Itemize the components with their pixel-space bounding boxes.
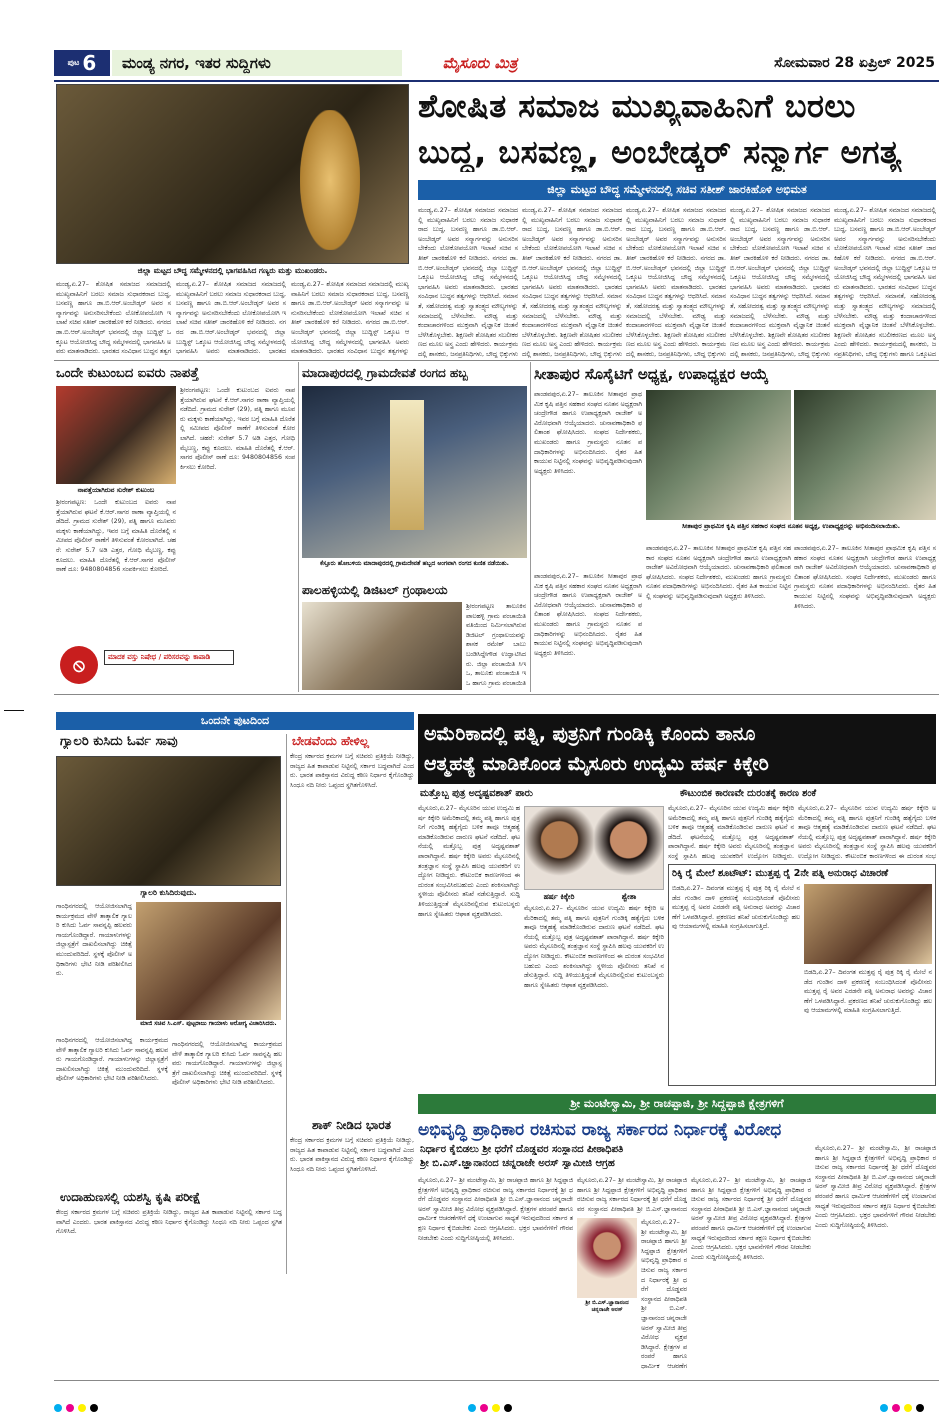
lead-body-col2: ಮಂಡ್ಯ,ಏ.27– ಶೋಷಿತ ಸಮಾಜದ ಸಮಾಜದಲ್ಲಿ ಮುಖ್ಯವಾಹಿನಿಗೆ ಬರಲು ಸಮಾಜ ಸುಧಾರಕರಾದ ಬುದ್ಧ, ಬಸವಣ್ಣ ಹಾಗೂ ಡಾ.ಬಿ.ಆರ್.ಅಂಬೇಡ್ಕರ್ ಅವರ ಸನ್ಮಾರ್ಗವನ್ನು ಅನುಸರಿಸಬೇಕೆಂದು ಲೋಕೋಪಯೋಗಿ ಇಲಾಖೆ ಸಚಿವ ಸತೀಶ್ ಜಾರಕಿಹೊಳಿ ಕರೆ ನೀಡಿದರು. ನಗರದ ಡಾ.ಬಿ.ಆರ್.ಅಂಬೇಡ್ಕರ್ ಭವನದಲ್ಲಿ ಜಿಲ್ಲಾ ಬುದ್ಧಿಸ್ಟ್ ಒಕ್ಕೂಟ ಆಯೋಜಿಸಿದ್ದ ಬೌದ್ಧ ಸಮ್ಮೇಳನದಲ್ಲಿ ಭಾಗವಹಿಸಿ ಅವರು ಮಾತನಾಡಿದರು. ಭಾರತದ [176,281,286,356]
harsha-body-col3: ಮೈಸೂರು,ಏ.27– ಮೈಸೂರಿನ ಯುವ ಉದ್ಯಮಿ ಹರ್ಷ ಕಿಕ್ಕೇರಿ ಅಮೆರಿಕಾದಲ್ಲಿ ತಮ್ಮ ಪತ್ನಿ ಹಾಗೂ ಪುತ್ರನಿಗೆ ಗುಂಡಿಕ್ಕಿ ಹತ್ಯೆಗೈದು ಬಳಿಕ ತಾವೂ ಆತ್ಮಹತ್ಯೆ ಮಾಡಿಕೊಂಡಿರುವ ದಾರುಣ ಘಟನೆ ನಡೆದಿದೆ. ಘಟನೆಯಲ್ಲಿ ಮತ್ತೊಬ್ಬ ಪುತ್ರ ಅದೃಷ್ಟವಶಾತ್ ಪಾರಾಗಿದ್ದಾನೆ. ಹರ್ಷ ಕಿಕ್ಕೇರಿ ಅವರು ಮೈಸೂರಿನಲ್ಲಿ ತಂತ್ರಜ್ಞಾನ ಸಂಸ್ಥೆ ಸ್ಥಾಪಿಸಿ ಹಲವು ಯುವಕರಿಗೆ ಉದ್ಯೋಗ ನೀಡಿದ್ದರು. [668,805,794,860]
harsha-caption: ಹರ್ಷ ಕಿಕ್ಕೇರಿ [543,892,575,901]
shock-body: ಕೇಂದ್ರ ಸರ್ಕಾರದ ಕ್ರಮಗಳ ಬಗ್ಗೆ ಸಚಿವರು ಪ್ರತಿಕ್ರಿಯೆ ನೀಡಿದ್ದು, ರಾಜ್ಯದ ಹಿತ ಕಾಪಾಡುವ ನಿಟ್ಟಿನಲ್ಲಿ ಸರ್ಕಾರ ಬದ್ಧವಾಗಿದೆ ಎಂದರು. ಭಾರತ ಪಾಕಿಸ್ತಾನದ ವಿರುದ್ಧ ಕಠಿಣ ನಿರ್ಧಾರ ಕೈಗೊಂಡಿದ್ದು ಸಿಂಧೂ ನದಿ ನೀರು ಒಪ್ಪಂದ ಸ್ಥಗಿತಗೊಳಿಸಿದೆ. [290,1137,414,1173]
library-headline: ಪಾಲಹಳ್ಳಿಯಲ್ಲಿ ಡಿಜಿಟಲ್ ಗ್ರಂಥಾಲಯ [302,582,448,597]
page-number-box [54,50,110,76]
registration-dot [78,1404,86,1412]
gallery-body-col3: ಗಾಂಧಿನಗರದಲ್ಲಿ ಆಯೋಜಿಸಲಾಗಿದ್ದ ಕಾರ್ಯಕ್ರಮದ ವೇಳೆ ತಾತ್ಕಾಲಿಕ ಗ್ಯಾಲರಿ ಕುಸಿದು ಓರ್ವ ಸಾವನ್ನಪ್ಪಿ ಹಲವರು ಗಾಯಗೊಂಡಿದ್ದಾರೆ. ಗಾಯಾಳುಗಳನ್ನು ಜಿಲ್ಲಾಸ್ಪತ್ರೆಗೆ ದಾಖಲಿಸಲಾಗಿದ್ದು ಚಿಕಿತ್ಸೆ ಮುಂದುವರಿದಿದೆ. ಸ್ಥಳಕ್ಕೆ ಪೊಲೀಸ್ ಅಧಿಕಾರಿಗಳು ಭೇಟಿ ನೀಡಿ ಪರಿಶೀಲಿಸಿದರು. [172,1041,282,1087]
registration-dot [916,1404,924,1412]
buddha-statue-icon [300,110,360,250]
rikki-body-col2: ಬಿಡದಿ,ಏ.27– ದಿವಂಗತ ಮುತ್ತಪ್ಪ ರೈ ಪುತ್ರ ರಿಕ್ಕಿ ರೈ ಮೇಲೆ ನಡೆದ ಗುಂಡಿನ ದಾಳಿ ಪ್ರಕರಣಕ್ಕೆ ಸಂಬಂಧಿಸಿದಂತೆ ಪೊಲೀಸರು ಮುತ್ತಪ್ಪ ರೈ ಅವರ ಎರಡನೇ ಪತ್ನಿ ಅನುರಾಧ ಅವರನ್ನು ವಿಚಾರಣೆಗೆ ಒಳಪಡಿಸಿದ್ದಾರೆ. ಪ್ರಕರಣದ ತನಿಖೆ ಚುರುಕುಗೊಂಡಿದ್ದು ಹಲವು ಆಯಾಮಗಳಲ್ಲಿ ಮಾಹಿತಿ ಸಂಗ್ರಹಿಸಲಾಗುತ್ತಿದೆ. [804,969,932,1015]
library-photo [302,602,462,690]
gallery-body-col2: ಗಾಂಧಿನಗರದಲ್ಲಿ ಆಯೋಜಿಸಲಾಗಿದ್ದ ಕಾರ್ಯಕ್ರಮದ ವೇಳೆ ತಾತ್ಕಾಲಿಕ ಗ್ಯಾಲರಿ ಕುಸಿದು ಓರ್ವ ಸಾವನ್ನಪ್ಪಿ ಹಲವರು ಗಾಯಗೊಂಡಿದ್ದಾರೆ. ಗಾಯಾಳುಗಳನ್ನು ಜಿಲ್ಲಾಸ್ಪತ್ರೆಗೆ ದಾಖಲಿಸಲಾಗಿದ್ದು ಚಿಕಿತ್ಸೆ ಮುಂದುವರಿದಿದೆ. ಸ್ಥಳಕ್ಕೆ ಪೊಲೀಸ್ ಅಧಿಕಾರಿಗಳು ಭೇಟಿ ನೀಡಿ ಪರಿಶೀಲಿಸಿದರು. [56,1037,168,1083]
temple-headline: ಮಾದಾಪುರದಲ್ಲಿ ಗ್ರಾಮದೇವತೆ ರಂಗದ ಹಬ್ಬ [302,365,468,380]
column-rule [530,362,531,692]
rikki-body-col1: ಬಿಡದಿ,ಏ.27– ದಿವಂಗತ ಮುತ್ತಪ್ಪ ರೈ ಪುತ್ರ ರಿಕ್ಕಿ ರೈ ಮೇಲೆ ನಡೆದ ಗುಂಡಿನ ದಾಳಿ ಪ್ರಕರಣಕ್ಕೆ ಸಂಬಂಧಿಸಿದಂತೆ ಪೊಲೀಸರು ಮುತ್ತಪ್ಪ ರೈ ಅವರ ಎರಡನೇ ಪತ್ನಿ ಅನುರಾಧ ಅವರನ್ನು ವಿಚಾರಣೆಗೆ ಒಳಪಡಿಸಿದ್ದಾರೆ. ಪ್ರಕರಣದ ತನಿಖೆ ಚುರುಕುಗೊಂಡಿದ್ದು ಹಲವು ಆಯಾಮಗಳಲ್ಲಿ ಮಾಹಿತಿ ಸಂಗ್ರಹಿಸಲಾಗುತ್ತಿದೆ. [672,885,800,931]
harsha-body-col1: ಮೈಸೂರು,ಏ.27– ಮೈಸೂರಿನ ಯುವ ಉದ್ಯಮಿ ಹರ್ಷ ಕಿಕ್ಕೇರಿ ಅಮೆರಿಕಾದಲ್ಲಿ ತಮ್ಮ ಪತ್ನಿ ಹಾಗೂ ಪುತ್ರನಿಗೆ ಗುಂಡಿಕ್ಕಿ ಹತ್ಯೆಗೈದು ಬಳಿಕ ತಾವೂ ಆತ್ಮಹತ್ಯೆ ಮಾಡಿಕೊಂಡಿರುವ ದಾರುಣ ಘಟನೆ ನಡೆದಿದೆ. ಘಟನೆಯಲ್ಲಿ ಮತ್ತೊಬ್ಬ ಪುತ್ರ ಅದೃಷ್ಟವಶಾತ್ ಪಾರಾಗಿದ್ದಾನೆ. ಹರ್ಷ ಕಿಕ್ಕೇರಿ ಅವರು ಮೈಸೂರಿನಲ್ಲಿ ತಂತ್ರಜ್ಞಾನ ಸಂಸ್ಥೆ ಸ್ಥಾಪಿಸಿ ಹಲವು ಯುವಕರಿಗೆ ಉದ್ಯೋಗ ನೀಡಿದ್ದರು. ಕೌಟುಂಬಿಕ ಕಾರಣಗಳಿಂದ ಈ ದುರಂತ ಸಂಭವಿಸಿರಬಹುದು ಎಂದು ಶಂಕಿಸಲಾಗಿದ್ದು ಸ್ಥಳೀಯ ಪೊಲೀಸರು ತನಿಖೆ ನಡೆಸುತ್ತಿದ್ದಾರೆ. ಸುದ್ದಿ ತಿಳಿಯುತ್ತಿದ್ದಂತೆ ಮೈಸೂರಿನಲ್ಲಿರುವ ಕುಟುಂಬಸ್ಥರು ಹಾಗೂ ಸ್ನೇಹಿತರು ಆಘಾತ ವ್ಯಕ್ತಪಡಿಸಿದರು. [418,805,520,918]
society-photo-2 [794,390,936,520]
temples-body-col3: ಮೈಸೂರು,ಏ.27– ಶ್ರೀ ಮಂಟೇಸ್ವಾಮಿ, ಶ್ರೀ ರಾಚಪ್ಪಾಜಿ ಹಾಗೂ ಶ್ರೀ ಸಿದ್ದಪ್ಪಾಜಿ ಕ್ಷೇತ್ರಗಳಿಗೆ ಅಭಿವೃದ್ಧಿ ಪ್ರಾಧಿಕಾರ ರಚಿಸುವ ರಾಜ್ಯ ಸರ್ಕಾರದ ನಿರ್ಧಾರಕ್ಕೆ ಶ್ರೀ ಧರೆಗೆ ದೊಡ್ಡವರ ಸಂಸ್ಥಾನದ ಪೀಠಾಧಿಪತಿ ಶ್ರೀ ಬಿ.ಎಸ್.ಜ್ಞಾನಾನಂದ ಚನ್ನರಾಜೇ ಅರಸ್ ಸ್ವಾಮೀಜಿ ತೀವ್ರ ವಿರೋಧ ವ್ಯಕ್ತಪಡಿಸಿದ್ದಾರೆ. ಕ್ಷೇತ್ರಗಳ ಪರಂಪರೆ ಹಾಗೂ ಧಾರ್ಮಿಕ ಆಚರಣೆಗಳಿಗೆ ಧಕ್ಕೆ ಉಂಟಾಗುವ ಸಾಧ್ಯತೆ ಇರುವುದರಿಂದ ಸರ್ಕಾರ ತಕ್ಷಣ ನಿರ್ಧಾರ ಕೈಬಿಡಬೇಕು ಎಂದು ಆಗ್ರಹಿಸಿದರು. ಭಕ್ತರ ಭಾವನೆಗಳಿಗೆ ಗೌರವ ನೀಡಬೇಕು ಎಂದು ಸುದ್ದಿಗೋಷ್ಠಿಯಲ್ಲಿ ತಿಳಿಸಿದರು. [691,1177,811,1261]
exam-headline: ಉದಾಹುಣಸಲ್ಲಿ ಯಶಸ್ವಿ ಕೃಷಿ ಪರೀಕ್ಷೆ [60,1190,201,1204]
hospital-caption: ಮಾಜಿ ಸಚಿವ ಸಿ.ಎಸ್. ಪುಟ್ಟರಾಜು ಗಾಯಾಳು ಆರೋಗ್ಯ ವಿಚಾರಿಸಿದರು. [140,1020,277,1027]
rikki-headline: ರಿಕ್ಕಿ ರೈ ಮೇಲೆ ಶೂಟೌಟ್: ಮುತ್ತಪ್ಪ ರೈ 2ನೇ ಪತ್ನಿ ಅನುರಾಧ ವಿಚಾರಣೆ [672,868,889,879]
registration-dot [504,1404,512,1412]
harsha-headline-line1: ಅಮೆರಿಕಾದಲ್ಲಿ ಪತ್ನಿ, ಪುತ್ರನಿಗೆ ಗುಂಡಿಕ್ಕಿ ಕೊಂದು ತಾನೂ [424,723,756,745]
header-rule [54,80,939,82]
lead-headline-line2: ಬುದ್ಧ, ಬಸವಣ್ಣ, ಅಂಬೇಡ್ಕರ್ ಸನ್ಮಾರ್ಗ ಅಗತ್ಯ [418,133,902,171]
registration-dot [54,1404,62,1412]
shock-headline: ಶಾಕ್ ನೀಡಿದ ಭಾರತ [312,1118,392,1132]
registration-dot [480,1404,488,1412]
lead-body-col3: ಮಂಡ್ಯ,ಏ.27– ಶೋಷಿತ ಸಮಾಜದ ಸಮಾಜದಲ್ಲಿ ಮುಖ್ಯವಾಹಿನಿಗೆ ಬರಲು ಸಮಾಜ ಸುಧಾರಕರಾದ ಬುದ್ಧ, ಬಸವಣ್ಣ ಹಾಗೂ ಡಾ.ಬಿ.ಆರ್.ಅಂಬೇಡ್ಕರ್ ಅವರ ಸನ್ಮಾರ್ಗವನ್ನು ಅನುಸರಿಸಬೇಕೆಂದು ಲೋಕೋಪಯೋಗಿ ಇಲಾಖೆ ಸಚಿವ ಸತೀಶ್ ಜಾರಕಿಹೊಳಿ ಕರೆ ನೀಡಿದರು. ನಗರದ ಡಾ.ಬಿ.ಆರ್.ಅಂಬೇಡ್ಕರ್ ಭವನದಲ್ಲಿ ಜಿಲ್ಲಾ ಬುದ್ಧಿಸ್ಟ್ ಒಕ್ಕೂಟ ಆಯೋಜಿಸಿದ್ದ ಬೌದ್ಧ ಸಮ್ಮೇಳನದಲ್ಲಿ ಭಾಗವಹಿಸಿ ಅವರು ಮಾತನಾಡಿದರು. ಭಾರತದ ಸಂವಿಧಾನ ಬುದ್ಧನ ತತ್ವಗಳನ್ನು [291,281,409,356]
masthead-brand: ಮೈಸೂರು ಮಿತ್ರ [442,54,518,72]
section-title: ಮಂಡ್ಯ ನಗರ, ಇತರ ಸುದ್ದಿಗಳು [112,50,402,76]
society-body-col3: ಪಾಂಡವಪುರ,ಏ.27– ತಾಲೂಕಿನ ಸೀತಾಪುರ ಪ್ರಾಥಮಿಕ ಕೃಷಿ ಪತ್ತಿನ ಸಹಕಾರ ಸಂಘದ ನೂತನ ಅಧ್ಯಕ್ಷರಾಗಿ ಚಂದ್ರೇಗೌಡ ಹಾಗೂ ಉಪಾಧ್ಯಕ್ಷರಾಗಿ ರಾಜೇಶ್ ಅವಿರೋಧವಾಗಿ ಆಯ್ಕೆಯಾದರು. ಚುನಾವಣಾಧಿಕಾರಿ ಫಲಿತಾಂಶ ಘೋಷಿಸಿದರು. ಸಂಘದ ನಿರ್ದೇಶಕರು, ಮುಖಂಡರು ಹಾಗೂ ಗ್ರಾಮಸ್ಥರು ನೂತನ ಪದಾಧಿಕಾರಿಗಳನ್ನು ಅಭಿನಂದಿಸಿದರು. ರೈತರ ಹಿತ ಕಾಯುವ ನಿಟ್ಟಿನಲ್ಲಿ ಸಂಘವನ್ನು ಅಭಿವೃದ್ಧಿಪಡಿಸುವುದಾಗಿ ಅಧ್ಯಕ್ಷರು ತಿಳಿಸಿದರು. [646,545,791,600]
gallery-caption: ಗ್ಯಾಲರಿ ಕುಸಿದಿರುವುದು. [140,888,197,897]
temple-caption: ಕೆಸ್ತೂರು ಹೋಬಳಿಯ ಮಾದಾಪುರದಲ್ಲಿ ಗ್ರಾಮದೇವತೆ ಹಬ್ಬದ ಅಂಗವಾಗಿ ರಂಗದ ಕುಣಿತ ನಡೆಯಿತು. [320,560,509,567]
gallery-body-col1: ಗಾಂಧಿನಗರದಲ್ಲಿ ಆಯೋಜಿಸಲಾಗಿದ್ದ ಕಾರ್ಯಕ್ರಮದ ವೇಳೆ ತಾತ್ಕಾಲಿಕ ಗ್ಯಾಲರಿ ಕುಸಿದು ಓರ್ವ ಸಾವನ್ನಪ್ಪಿ ಹಲವರು ಗಾಯಗೊಂಡಿದ್ದಾರೆ. ಗಾಯಾಳುಗಳನ್ನು ಜಿಲ್ಲಾಸ್ಪತ್ರೆಗೆ ದಾಖಲಿಸಲಾಗಿದ್ದು ಚಿಕಿತ್ಸೆ ಮುಂದುವರಿದಿದೆ. ಸ್ಥಳಕ್ಕೆ ಪೊಲೀಸ್ ಅಧಿಕಾರಿಗಳು ಭೇಟಿ ನೀಡಿ ಪರಿಶೀಲಿಸಿದರು. [56,903,132,978]
harsha-body-col4: ಮೈಸೂರು,ಏ.27– ಮೈಸೂರಿನ ಯುವ ಉದ್ಯಮಿ ಹರ್ಷ ಕಿಕ್ಕೇರಿ ಅಮೆರಿಕಾದಲ್ಲಿ ತಮ್ಮ ಪತ್ನಿ ಹಾಗೂ ಪುತ್ರನಿಗೆ ಗುಂಡಿಕ್ಕಿ ಹತ್ಯೆಗೈದು ಬಳಿಕ ತಾವೂ ಆತ್ಮಹತ್ಯೆ ಮಾಡಿಕೊಂಡಿರುವ ದಾರುಣ ಘಟನೆ ನಡೆದಿದೆ. ಘಟನೆಯಲ್ಲಿ ಮತ್ತೊಬ್ಬ ಪುತ್ರ ಅದೃಷ್ಟವಶಾತ್ ಪಾರಾಗಿದ್ದಾನೆ. ಹರ್ಷ ಕಿಕ್ಕೇರಿ ಅವರು ಮೈಸೂರಿನಲ್ಲಿ ತಂತ್ರಜ್ಞಾನ ಸಂಸ್ಥೆ ಸ್ಥಾಪಿಸಿ ಹಲವು ಯುವಕರಿಗೆ ಉದ್ಯೋಗ ನೀಡಿದ್ದರು. ಕೌಟುಂಬಿಕ ಕಾರಣಗಳಿಂದ ಈ ದುರಂತ ಸಂಭ [798,805,936,860]
footer-rule [54,1380,939,1381]
missing-body-col1: ಶ್ರೀರಂಗಪಟ್ಟಣ: ಒಂದೇ ಕುಟುಂಬದ ಐವರು ನಾಪತ್ತೆಯಾಗಿರುವ ಘಟನೆ ಕೆ.ಆರ್.ಸಾಗರ ಠಾಣಾ ವ್ಯಾಪ್ತಿಯಲ್ಲಿ ನಡೆದಿದೆ. ಗ್ರಾಮದ ಸುರೇಶ್ (29), ಪತ್ನಿ ಹಾಗೂ ಮೂವರು ಮಕ್ಕಳು ಕಾಣೆಯಾಗಿದ್ದು, ಇವರ ಬಗ್ಗೆ ಮಾಹಿತಿ ದೊರೆತಲ್ಲಿ ಸಮೀಪದ ಪೊಲೀಸ್ ಠಾಣೆಗೆ ತಿಳಿಸುವಂತೆ ಕೋರಲಾಗಿದೆ. ಚಹರೆ: ಸುರೇಶ್ 5.7 ಅಡಿ ಎತ್ತರ, ಗೋಧಿ ಮೈಬಣ್ಣ, ಕಪ್ಪು ಕೂದಲು. ಮಾಹಿತಿ ದೊರೆತಲ್ಲಿ ಕೆ.ಆರ್.ಸಾಗರ ಪೊಲೀಸ್ ಠಾಣೆ ದೂ: 9480804856 ಸಂಪರ್ಕಿಸಲು ಕೋರಿದೆ. [56,499,176,574]
lead-body-col4: ಮಂಡ್ಯ,ಏ.27– ಶೋಷಿತ ಸಮಾಜದ ಸಮಾಜದಲ್ಲಿ ಮುಖ್ಯವಾಹಿನಿಗೆ ಬರಲು ಸಮಾಜ ಸುಧಾರಕರಾದ ಬುದ್ಧ, ಬಸವಣ್ಣ ಹಾಗೂ ಡಾ.ಬಿ.ಆರ್.ಅಂಬೇಡ್ಕರ್ ಅವರ ಸನ್ಮಾರ್ಗವನ್ನು ಅನುಸರಿಸಬೇಕೆಂದು ಲೋಕೋಪಯೋಗಿ ಇಲಾಖೆ ಸಚಿವ ಸತೀಶ್ ಜಾರಕಿಹೊಳಿ ಕರೆ ನೀಡಿದರು. ನಗರದ ಡಾ.ಬಿ.ಆರ್.ಅಂಬೇಡ್ಕರ್ ಭವನದಲ್ಲಿ ಜಿಲ್ಲಾ ಬುದ್ಧಿಸ್ಟ್ ಒಕ್ಕೂಟ ಆಯೋಜಿಸಿದ್ದ ಬೌದ್ಧ ಸಮ್ಮೇಳನದಲ್ಲಿ ಭಾಗವಹಿಸಿ ಅವರು ಮಾತನಾಡಿದರು. ಭಾರತದ ಸಂವಿಧಾನ ಬುದ್ಧನ ತತ್ವಗಳನ್ನು ಆಧರಿಸಿದೆ. ಸಮಾನತೆ, ಸಹೋದರತ್ವ ಮತ್ತು ಸ್ವಾತಂತ್ರ್ಯದ ಮೌಲ್ಯಗಳನ್ನು ಸಮಾಜದಲ್ಲಿ ಬೆಳೆಸಬೇಕು. ಮೌಢ್ಯ ಮತ್ತು ಕಂದಾಚಾರಗಳಿಂದ ಮುಕ್ತವಾಗಿ ವೈಜ್ಞಾನಿಕ ಚಿಂತನೆ ಬೆಳೆಸಿಕೊಳ್ಳಬೇಕು. ಶಿಕ್ಷಣವೇ ಶೋಷಿತರ ಸಬಲೀಕರಣದ ಮೂಲ ಅಸ್ತ್ರ ಎಂದು ಹೇಳಿದರು. ಕಾರ್ಯಕ್ರಮದಲ್ಲಿ ಶಾಸಕರು, ಜನಪ್ರತಿನಿಧಿಗಳು, ಬೌದ್ಧ ಭಿಕ್ಕುಗಳು [418,207,518,358]
ratha-tower-icon [390,400,424,530]
registration-dot [904,1404,912,1412]
missing-caption: ನಾಪತ್ತೆಯಾಗಿರುವ ಸುರೇಶ್ ಕುಟುಂಬ [77,486,155,494]
hospital-visit-photo [136,902,281,1020]
society-caption: ಸೀತಾಪುರ ಪ್ರಾಥಮಿಕ ಕೃಷಿ ಪತ್ತಿನ ಸಹಕಾರ ಸಂಘದ ನೂತನ ಅಧ್ಯಕ್ಷ, ಉಪಾಧ್ಯಕ್ಷರನ್ನು ಅಭಿನಂದಿಸಲಾಯಿತು. [681,522,901,530]
harsha-headline-line2: ಆತ್ಮಹತ್ಯೆ ಮಾಡಿಕೊಂಡ ಮೈಸೂರು ಉದ್ಯಮಿ ಹರ್ಷ ಕಿಕ್ಕೇರಿ [424,753,769,775]
anuradha-photo [804,884,932,964]
temples-body-col2b: ಮೈಸೂರು,ಏ.27– ಶ್ರೀ ಮಂಟೇಸ್ವಾಮಿ, ಶ್ರೀ ರಾಚಪ್ಪಾಜಿ ಹಾಗೂ ಶ್ರೀ ಸಿದ್ದಪ್ಪಾಜಿ ಕ್ಷೇತ್ರಗಳಿಗೆ ಅಭಿವೃದ್ಧಿ ಪ್ರಾಧಿಕಾರ ರಚಿಸುವ ರಾಜ್ಯ ಸರ್ಕಾರದ ನಿರ್ಧಾರಕ್ಕೆ ಶ್ರೀ ಧರೆಗೆ ದೊಡ್ಡವರ ಸಂಸ್ಥಾನದ ಪೀಠಾಧಿಪತಿ ಶ್ರೀ ಬಿ.ಎಸ್.ಜ್ಞಾನಾನಂದ ಚನ್ನರಾಜೇ ಅರಸ್ ಸ್ವಾಮೀಜಿ ತೀವ್ರ ವಿರೋಧ ವ್ಯಕ್ತಪಡಿಸಿದ್ದಾರೆ. ಕ್ಷೇತ್ರಗಳ ಪರಂಪರೆ ಹಾಗೂ ಧಾರ್ಮಿಕ ಆಚರಣೆಗ [641,1219,687,1370]
reg-marks-center [468,1404,512,1412]
harsha-portrait [525,807,594,889]
society-photo-1 [646,390,791,520]
society-body-col2: ಪಾಂಡವಪುರ,ಏ.27– ತಾಲೂಕಿನ ಸೀತಾಪುರ ಪ್ರಾಥಮಿಕ ಕೃಷಿ ಪತ್ತಿನ ಸಹಕಾರ ಸಂಘದ ನೂತನ ಅಧ್ಯಕ್ಷರಾಗಿ ಚಂದ್ರೇಗೌಡ ಹಾಗೂ ಉಪಾಧ್ಯಕ್ಷರಾಗಿ ರಾಜೇಶ್ ಅವಿರೋಧವಾಗಿ ಆಯ್ಕೆಯಾದರು. ಚುನಾವಣಾಧಿಕಾರಿ ಫಲಿತಾಂಶ ಘೋಷಿಸಿದರು. ಸಂಘದ ನಿರ್ದೇಶಕರು, ಮುಖಂಡರು ಹಾಗೂ ಗ್ರಾಮಸ್ಥರು ನೂತನ ಪದಾಧಿಕಾರಿಗಳನ್ನು ಅಭಿನಂದಿಸಿದರು. ರೈತರ ಹಿತ ಕಾಯುವ ನಿಟ್ಟಿನಲ್ಲಿ ಸಂಘವನ್ನು ಅಭಿವೃದ್ಧಿಪಡಿಸುವುದಾಗಿ ಅಧ್ಯಕ್ಷರು ತಿಳಿಸಿದರು. [534,573,642,657]
issue-date: ಸೋಮವಾರ 28 ಏಪ್ರಿಲ್ 2025 [774,55,935,71]
wanted-headline: ಬೇಡವೆಂದು ಹೇಳಿಲ್ಲ [292,734,370,748]
library-body: ಶ್ರೀರಂಗಪಟ್ಟಣ ತಾಲೂಕಿನ ಪಾಲಹಳ್ಳಿ ಗ್ರಾಮ ಪಂಚಾಯಿತಿ ವತಿಯಿಂದ ನಿರ್ಮಿಸಲಾಗಿರುವ ಡಿಜಿಟಲ್ ಗ್ರಂಥಾಲಯವನ್ನು ಶಾಸಕ ರಮೇಶ್ ಬಾಬು ಬಂಡಿಸಿದ್ದೇಗೌಡ ಉದ್ಘಾಟಿಸಿದರು. ಜಿಲ್ಲಾ ಪಂಚಾಯಿತಿ ಸಿಇಒ, ತಾಲೂಕು ಪಂಚಾಯಿತಿ ಇಒ ಹಾಗೂ ಗ್ರಾಮ ಪಂಚಾಯಿತಿ [466,603,526,687]
registration-dot [468,1404,476,1412]
lead-headline-line1: ಶೋಷಿತ ಸಮಾಜ ಮುಖ್ಯವಾಹಿನಿಗೆ ಬರಲು [418,87,856,125]
registration-dot [880,1404,888,1412]
column-rule [286,734,287,1274]
temples-body-col1: ಮೈಸೂರು,ಏ.27– ಶ್ರೀ ಮಂಟೇಸ್ವಾಮಿ, ಶ್ರೀ ರಾಚಪ್ಪಾಜಿ ಹಾಗೂ ಶ್ರೀ ಸಿದ್ದಪ್ಪಾಜಿ ಕ್ಷೇತ್ರಗಳಿಗೆ ಅಭಿವೃದ್ಧಿ ಪ್ರಾಧಿಕಾರ ರಚಿಸುವ ರಾಜ್ಯ ಸರ್ಕಾರದ ನಿರ್ಧಾರಕ್ಕೆ ಶ್ರೀ ಧರೆಗೆ ದೊಡ್ಡವರ ಸಂಸ್ಥಾನದ ಪೀಠಾಧಿಪತಿ ಶ್ರೀ ಬಿ.ಎಸ್.ಜ್ಞಾನಾನಂದ ಚನ್ನರಾಜೇ ಅರಸ್ ಸ್ವಾಮೀಜಿ ತೀವ್ರ ವಿರೋಧ ವ್ಯಕ್ತಪಡಿಸಿದ್ದಾರೆ. ಕ್ಷೇತ್ರಗಳ ಪರಂಪರೆ ಹಾಗೂ ಧಾರ್ಮಿಕ ಆಚರಣೆಗಳಿಗೆ ಧಕ್ಕೆ ಉಂಟಾಗುವ ಸಾಧ್ಯತೆ ಇರುವುದರಿಂದ ಸರ್ಕಾರ ತಕ್ಷಣ ನಿರ್ಧಾರ ಕೈಬಿಡಬೇಕು ಎಂದು ಆಗ್ರಹಿಸಿದರು. ಭಕ್ತರ ಭಾವನೆಗಳಿಗೆ ಗೌರವ ನೀಡಬೇಕು ಎಂದು ಸುದ್ದಿಗೋಷ್ಠಿಯಲ್ಲಿ ತಿಳಿಸಿದರು. [418,1177,573,1242]
registration-dot [66,1404,74,1412]
continued-strip: ಒಂದನೇ ಪುಟದಿಂದ [56,712,414,730]
lead-subhead-banner: ಜಿಲ್ಲಾ ಮಟ್ಟದ ಬೌದ್ಧ ಸಮ್ಮೇಳನದಲ್ಲಿ ಸಚಿವ ಸತೀಶ್ ಜಾರಕಿಹೊಳಿ ಅಭಿಮತ [418,180,936,200]
missing-headline: ಒಂದೇ ಕುಟುಂಬದ ಐವರು ನಾಪತ್ತೆ [56,365,199,381]
exam-body: ಕೇಂದ್ರ ಸರ್ಕಾರದ ಕ್ರಮಗಳ ಬಗ್ಗೆ ಸಚಿವರು ಪ್ರತಿಕ್ರಿಯೆ ನೀಡಿದ್ದು, ರಾಜ್ಯದ ಹಿತ ಕಾಪಾಡುವ ನಿಟ್ಟಿನಲ್ಲಿ ಸರ್ಕಾರ ಬದ್ಧವಾಗಿದೆ ಎಂದರು. ಭಾರತ ಪಾಕಿಸ್ತಾನದ ವಿರುದ್ಧ ಕಠಿಣ ನಿರ್ಧಾರ ಕೈಗೊಂಡಿದ್ದು ಸಿಂಧೂ ನದಿ ನೀರು ಒಪ್ಪಂದ ಸ್ಥಗಿತಗೊಳಿಸಿದೆ. [56,1209,282,1236]
column-rule [298,362,299,692]
registration-dot [492,1404,500,1412]
harsha-tag-2: ಕೌಟುಂಬಿಕ ಕಾರಣವೇ ದುರಂತಕ್ಕೆ ಕಾರಣ ಶಂಕೆ [680,788,817,799]
temples-body-col2a: ಮೈಸೂರು,ಏ.27– ಶ್ರೀ ಮಂಟೇಸ್ವಾಮಿ, ಶ್ರೀ ರಾಚಪ್ಪಾಜಿ ಹಾಗೂ ಶ್ರೀ ಸಿದ್ದಪ್ಪಾಜಿ ಕ್ಷೇತ್ರಗಳಿಗೆ ಅಭಿವೃದ್ಧಿ ಪ್ರಾಧಿಕಾರ ರಚಿಸುವ ರಾಜ್ಯ ಸರ್ಕಾರದ ನಿರ್ಧಾರಕ್ಕೆ ಶ್ರೀ ಧರೆಗೆ ದೊಡ್ಡವರ ಸಂಸ್ಥಾನದ ಪೀಠಾಧಿಪತಿ ಶ್ರೀ ಬಿ.ಎಸ್.ಜ್ಞಾನಾನಂದ [577,1177,687,1213]
missing-family-photo [56,386,176,484]
registration-dot [892,1404,900,1412]
gallery-headline: ಗ್ಯಾಲರಿ ಕುಸಿದು ಓರ್ವ ಸಾವು [60,734,178,749]
harsha-body-col2: ಮೈಸೂರು,ಏ.27– ಮೈಸೂರಿನ ಯುವ ಉದ್ಯಮಿ ಹರ್ಷ ಕಿಕ್ಕೇರಿ ಅಮೆರಿಕಾದಲ್ಲಿ ತಮ್ಮ ಪತ್ನಿ ಹಾಗೂ ಪುತ್ರನಿಗೆ ಗುಂಡಿಕ್ಕಿ ಹತ್ಯೆಗೈದು ಬಳಿಕ ತಾವೂ ಆತ್ಮಹತ್ಯೆ ಮಾಡಿಕೊಂಡಿರುವ ದಾರುಣ ಘಟನೆ ನಡೆದಿದೆ. ಘಟನೆಯಲ್ಲಿ ಮತ್ತೊಬ್ಬ ಪುತ್ರ ಅದೃಷ್ಟವಶಾತ್ ಪಾರಾಗಿದ್ದಾನೆ. ಹರ್ಷ ಕಿಕ್ಕೇರಿ ಅವರು ಮೈಸೂರಿನಲ್ಲಿ ತಂತ್ರಜ್ಞಾನ ಸಂಸ್ಥೆ ಸ್ಥಾಪಿಸಿ ಹಲವು ಯುವಕರಿಗೆ ಉದ್ಯೋಗ ನೀಡಿದ್ದರು. ಕೌಟುಂಬಿಕ ಕಾರಣಗಳಿಂದ ಈ ದುರಂತ ಸಂಭವಿಸಿರಬಹುದು ಎಂದು ಶಂಕಿಸಲಾಗಿದ್ದು ಸ್ಥಳೀಯ ಪೊಲೀಸರು ತನಿಖೆ ನಡೆಸುತ್ತಿದ್ದಾರೆ. ಸುದ್ದಿ ತಿಳಿಯುತ್ತಿದ್ದಂತೆ ಮೈಸೂರಿನಲ್ಲಿರುವ ಕುಟುಂಬಸ್ಥರು ಹಾಗೂ ಸ್ನೇಹಿತರು ಆಘಾತ ವ್ಯಕ್ತಪಡಿಸಿದರು. [524,905,664,989]
society-headline: ಸೀತಾಪುರ ಸೊಸೈಟಿಗೆ ಅಧ್ಯಕ್ಷ, ಉಪಾಧ್ಯಕ್ಷರ ಆಯ್ಕೆ [534,365,769,383]
reg-marks-right [880,1404,924,1412]
temples-body-col4: ಮೈಸೂರು,ಏ.27– ಶ್ರೀ ಮಂಟೇಸ್ವಾಮಿ, ಶ್ರೀ ರಾಚಪ್ಪಾಜಿ ಹಾಗೂ ಶ್ರೀ ಸಿದ್ದಪ್ಪಾಜಿ ಕ್ಷೇತ್ರಗಳಿಗೆ ಅಭಿವೃದ್ಧಿ ಪ್ರಾಧಿಕಾರ ರಚಿಸುವ ರಾಜ್ಯ ಸರ್ಕಾರದ ನಿರ್ಧಾರಕ್ಕೆ ಶ್ರೀ ಧರೆಗೆ ದೊಡ್ಡವರ ಸಂಸ್ಥಾನದ ಪೀಠಾಧಿಪತಿ ಶ್ರೀ ಬಿ.ಎಸ್.ಜ್ಞಾನಾನಂದ ಚನ್ನರಾಜೇ ಅರಸ್ ಸ್ವಾಮೀಜಿ ತೀವ್ರ ವಿರೋಧ ವ್ಯಕ್ತಪಡಿಸಿದ್ದಾರೆ. ಕ್ಷೇತ್ರಗಳ ಪರಂಪರೆ ಹಾಗೂ ಧಾರ್ಮಿಕ ಆಚರಣೆಗಳಿಗೆ ಧಕ್ಕೆ ಉಂಟಾಗುವ ಸಾಧ್ಯತೆ ಇರುವುದರಿಂದ ಸರ್ಕಾರ ತಕ್ಷಣ ನಿರ್ಧಾರ ಕೈಬಿಡಬೇಕು ಎಂದು ಆಗ್ರಹಿಸಿದರು. ಭಕ್ತರ ಭಾವನೆಗಳಿಗೆ ಗೌರವ ನೀಡಬೇಕು ಎಂದು ಸುದ್ದಿಗೋಷ್ಠಿಯಲ್ಲಿ ತಿಳಿಸಿದರು. [815,1145,936,1229]
page-prefix: ಪುಟ [67,58,80,67]
lead-body-col5: ಮಂಡ್ಯ,ಏ.27– ಶೋಷಿತ ಸಮಾಜದ ಸಮಾಜದಲ್ಲಿ ಮುಖ್ಯವಾಹಿನಿಗೆ ಬರಲು ಸಮಾಜ ಸುಧಾರಕರಾದ ಬುದ್ಧ, ಬಸವಣ್ಣ ಹಾಗೂ ಡಾ.ಬಿ.ಆರ್.ಅಂಬೇಡ್ಕರ್ ಅವರ ಸನ್ಮಾರ್ಗವನ್ನು ಅನುಸರಿಸಬೇಕೆಂದು ಲೋಕೋಪಯೋಗಿ ಇಲಾಖೆ ಸಚಿವ ಸತೀಶ್ ಜಾರಕಿಹೊಳಿ ಕರೆ ನೀಡಿದರು. ನಗರದ ಡಾ.ಬಿ.ಆರ್.ಅಂಬೇಡ್ಕರ್ ಭವನದಲ್ಲಿ ಜಿಲ್ಲಾ ಬುದ್ಧಿಸ್ಟ್ ಒಕ್ಕೂಟ ಆಯೋಜಿಸಿದ್ದ ಬೌದ್ಧ ಸಮ್ಮೇಳನದಲ್ಲಿ ಭಾಗವಹಿಸಿ ಅವರು ಮಾತನಾಡಿದರು. ಭಾರತದ ಸಂವಿಧಾನ ಬುದ್ಧನ ತತ್ವಗಳನ್ನು ಆಧರಿಸಿದೆ. ಸಮಾನತೆ, ಸಹೋದರತ್ವ ಮತ್ತು ಸ್ವಾತಂತ್ರ್ಯದ ಮೌಲ್ಯಗಳನ್ನು ಸಮಾಜದಲ್ಲಿ ಬೆಳೆಸಬೇಕು. ಮೌಢ್ಯ ಮತ್ತು ಕಂದಾಚಾರಗಳಿಂದ ಮುಕ್ತವಾಗಿ ವೈಜ್ಞಾನಿಕ ಚಿಂತನೆ ಬೆಳೆಸಿಕೊಳ್ಳಬೇಕು. ಶಿಕ್ಷಣವೇ ಶೋಷಿತರ ಸಬಲೀಕರಣದ ಮೂಲ ಅಸ್ತ್ರ ಎಂದು ಹೇಳಿದರು. ಕಾರ್ಯಕ್ರಮದಲ್ಲಿ ಶಾಸಕರು, ಜನಪ್ರತಿನಿಧಿಗಳು, ಬೌದ್ಧ ಭಿಕ್ಕುಗಳು [522,207,622,358]
temples-sub1: ನಿರ್ಧಾರ ಕೈಬಿಡಲು ಶ್ರೀ ಧರೆಗೆ ದೊಡ್ಡವರ ಸಂಸ್ಥಾನದ ಪೀಠಾಧಿಪತಿ [420,1144,624,1155]
notice-badge: ಮಾದಕ ವಸ್ತು ನಿಷೇಧ / ಪರಿಸರವನ್ನು ಕಾಪಾಡಿ [104,650,234,665]
temples-strip: ಶ್ರೀ ಮಂಟೇಸ್ವಾಮಿ, ಶ್ರೀ ರಾಚಪ್ಪಾಜಿ, ಶ್ರೀ ಸಿದ್ದಪ್ಪಾಜಿ ಕ್ಷೇತ್ರಗಳಿಗೆ [418,1094,936,1114]
no-drugs-icon: ⦸ [60,646,98,684]
society-body-col1: ಪಾಂಡವಪುರ,ಏ.27– ತಾಲೂಕಿನ ಸೀತಾಪುರ ಪ್ರಾಥಮಿಕ ಕೃಷಿ ಪತ್ತಿನ ಸಹಕಾರ ಸಂಘದ ನೂತನ ಅಧ್ಯಕ್ಷರಾಗಿ ಚಂದ್ರೇಗೌಡ ಹಾಗೂ ಉಪಾಧ್ಯಕ್ಷರಾಗಿ ರಾಜೇಶ್ ಅವಿರೋಧವಾಗಿ ಆಯ್ಕೆಯಾದರು. ಚುನಾವಣಾಧಿಕಾರಿ ಫಲಿತಾಂಶ ಘೋಷಿಸಿದರು. ಸಂಘದ ನಿರ್ದೇಶಕರು, ಮುಖಂಡರು ಹಾಗೂ ಗ್ರಾಮಸ್ಥರು ನೂತನ ಪದಾಧಿಕಾರಿಗಳನ್ನು ಅಭಿನಂದಿಸಿದರು. ರೈತರ ಹಿತ ಕಾಯುವ ನಿಟ್ಟಿನಲ್ಲಿ ಸಂಘವನ್ನು ಅಭಿವೃದ್ಧಿಪಡಿಸುವುದಾಗಿ ಅಧ್ಯಕ್ಷರು ತಿಳಿಸಿದರು. [534,391,642,475]
harsha-photos [524,806,664,890]
swamiji-caption: ಶ್ರೀ ಬಿ.ಎಸ್.ಜ್ಞಾನಾನಂದ ಚನ್ನರಾಜೇ ಅರಸ್ [585,1300,629,1313]
crop-mark [4,710,24,711]
lead-photo-caption: ಜಿಲ್ಲಾ ಮಟ್ಟದ ಬೌದ್ಧ ಸಮ್ಮೇಳನದಲ್ಲಿ ಭಾಗವಹಿಸಿದ ಗಣ್ಯರು ಮತ್ತು ಮುಖಂಡರು. [137,266,328,275]
lead-body-col1: ಮಂಡ್ಯ,ಏ.27– ಶೋಷಿತ ಸಮಾಜದ ಸಮಾಜದಲ್ಲಿ ಮುಖ್ಯವಾಹಿನಿಗೆ ಬರಲು ಸಮಾಜ ಸುಧಾರಕರಾದ ಬುದ್ಧ, ಬಸವಣ್ಣ ಹಾಗೂ ಡಾ.ಬಿ.ಆರ್.ಅಂಬೇಡ್ಕರ್ ಅವರ ಸನ್ಮಾರ್ಗವನ್ನು ಅನುಸರಿಸಬೇಕೆಂದು ಲೋಕೋಪಯೋಗಿ ಇಲಾಖೆ ಸಚಿವ ಸತೀಶ್ ಜಾರಕಿಹೊಳಿ ಕರೆ ನೀಡಿದರು. ನಗರದ ಡಾ.ಬಿ.ಆರ್.ಅಂಬೇಡ್ಕರ್ ಭವನದಲ್ಲಿ ಜಿಲ್ಲಾ ಬುದ್ಧಿಸ್ಟ್ ಒಕ್ಕೂಟ ಆಯೋಜಿಸಿದ್ದ ಬೌದ್ಧ ಸಮ್ಮೇಳನದಲ್ಲಿ ಭಾಗವಹಿಸಿ ಅವರು ಮಾತನಾಡಿದರು. ಭಾರತದ ಸಂವಿಧಾನ ಬುದ್ಧನ ತತ್ವಗ [56,281,171,356]
harsha-headline-box [418,714,936,784]
swamiji-photo [577,1218,637,1298]
wanted-body: ಕೇಂದ್ರ ಸರ್ಕಾರದ ಕ್ರಮಗಳ ಬಗ್ಗೆ ಸಚಿವರು ಪ್ರತಿಕ್ರಿಯೆ ನೀಡಿದ್ದು, ರಾಜ್ಯದ ಹಿತ ಕಾಪಾಡುವ ನಿಟ್ಟಿನಲ್ಲಿ ಸರ್ಕಾರ ಬದ್ಧವಾಗಿದೆ ಎಂದರು. ಭಾರತ ಪಾಕಿಸ್ತಾನದ ವಿರುದ್ಧ ಕಠಿಣ ನಿರ್ಧಾರ ಕೈಗೊಂಡಿದ್ದು ಸಿಂಧೂ ನದಿ ನೀರು ಒಪ್ಪಂದ ಸ್ಥಗಿತಗೊಳಿಸಿದೆ. [290,753,414,789]
lead-body-col6: ಮಂಡ್ಯ,ಏ.27– ಶೋಷಿತ ಸಮಾಜದ ಸಮಾಜದಲ್ಲಿ ಮುಖ್ಯವಾಹಿನಿಗೆ ಬರಲು ಸಮಾಜ ಸುಧಾರಕರಾದ ಬುದ್ಧ, ಬಸವಣ್ಣ ಹಾಗೂ ಡಾ.ಬಿ.ಆರ್.ಅಂಬೇಡ್ಕರ್ ಅವರ ಸನ್ಮಾರ್ಗವನ್ನು ಅನುಸರಿಸಬೇಕೆಂದು ಲೋಕೋಪಯೋಗಿ ಇಲಾಖೆ ಸಚಿವ ಸತೀಶ್ ಜಾರಕಿಹೊಳಿ ಕರೆ ನೀಡಿದರು. ನಗರದ ಡಾ.ಬಿ.ಆರ್.ಅಂಬೇಡ್ಕರ್ ಭವನದಲ್ಲಿ ಜಿಲ್ಲಾ ಬುದ್ಧಿಸ್ಟ್ ಒಕ್ಕೂಟ ಆಯೋಜಿಸಿದ್ದ ಬೌದ್ಧ ಸಮ್ಮೇಳನದಲ್ಲಿ ಭಾಗವಹಿಸಿ ಅವರು ಮಾತನಾಡಿದರು. ಭಾರತದ ಸಂವಿಧಾನ ಬುದ್ಧನ ತತ್ವಗಳನ್ನು ಆಧರಿಸಿದೆ. ಸಮಾನತೆ, ಸಹೋದರತ್ವ ಮತ್ತು ಸ್ವಾತಂತ್ರ್ಯದ ಮೌಲ್ಯಗಳನ್ನು ಸಮಾಜದಲ್ಲಿ ಬೆಳೆಸಬೇಕು. ಮೌಢ್ಯ ಮತ್ತು ಕಂದಾಚಾರಗಳಿಂದ ಮುಕ್ತವಾಗಿ ವೈಜ್ಞಾನಿಕ ಚಿಂತನೆ ಬೆಳೆಸಿಕೊಳ್ಳಬೇಕು. ಶಿಕ್ಷಣವೇ ಶೋಷಿತರ ಸಬಲೀಕರಣದ ಮೂಲ ಅಸ್ತ್ರ ಎಂದು ಹೇಳಿದರು. ಕಾರ್ಯಕ್ರಮದಲ್ಲಿ ಶಾಸಕರು, ಜನಪ್ರತಿನಿಧಿಗಳು, ಬೌದ್ಧ ಭಿಕ್ಕುಗಳು [626,207,726,358]
reg-marks-left [54,1404,98,1412]
society-body-col4: ಪಾಂಡವಪುರ,ಏ.27– ತಾಲೂಕಿನ ಸೀತಾಪುರ ಪ್ರಾಥಮಿಕ ಕೃಷಿ ಪತ್ತಿನ ಸಹಕಾರ ಸಂಘದ ನೂತನ ಅಧ್ಯಕ್ಷರಾಗಿ ಚಂದ್ರೇಗೌಡ ಹಾಗೂ ಉಪಾಧ್ಯಕ್ಷರಾಗಿ ರಾಜೇಶ್ ಅವಿರೋಧವಾಗಿ ಆಯ್ಕೆಯಾದರು. ಚುನಾವಣಾಧಿಕಾರಿ ಫಲಿತಾಂಶ ಘೋಷಿಸಿದರು. ಸಂಘದ ನಿರ್ದೇಶಕರು, ಮುಖಂಡರು ಹಾಗೂ ಗ್ರಾಮಸ್ಥರು ನೂತನ ಪದಾಧಿಕಾರಿಗಳನ್ನು ಅಭಿನಂದಿಸಿದರು. ರೈತರ ಹಿತ ಕಾಯುವ ನಿಟ್ಟಿನಲ್ಲಿ ಸಂಘವನ್ನು ಅಭಿವೃದ್ಧಿಪಡಿಸುವುದಾಗಿ ಅಧ್ಯಕ್ಷರು ತಿಳಿಸಿದರು. [794,545,936,610]
missing-body-col2: ಶ್ರೀರಂಗಪಟ್ಟಣ: ಒಂದೇ ಕುಟುಂಬದ ಐವರು ನಾಪತ್ತೆಯಾಗಿರುವ ಘಟನೆ ಕೆ.ಆರ್.ಸಾಗರ ಠಾಣಾ ವ್ಯಾಪ್ತಿಯಲ್ಲಿ ನಡೆದಿದೆ. ಗ್ರಾಮದ ಸುರೇಶ್ (29), ಪತ್ನಿ ಹಾಗೂ ಮೂವರು ಮಕ್ಕಳು ಕಾಣೆಯಾಗಿದ್ದು, ಇವರ ಬಗ್ಗೆ ಮಾಹಿತಿ ದೊರೆತಲ್ಲಿ ಸಮೀಪದ ಪೊಲೀಸ್ ಠಾಣೆಗೆ ತಿಳಿಸುವಂತೆ ಕೋರಲಾಗಿದೆ. ಚಹರೆ: ಸುರೇಶ್ 5.7 ಅಡಿ ಎತ್ತರ, ಗೋಧಿ ಮೈಬಣ್ಣ, ಕಪ್ಪು ಕೂದಲು. ಮಾಹಿತಿ ದೊರೆತಲ್ಲಿ ಕೆ.ಆರ್.ಸಾಗರ ಪೊಲೀಸ್ ಠಾಣೆ ದೂ: 9480804856 ಸಂಪರ್ಕಿಸಲು ಕೋರಿದೆ. [180,387,295,471]
shweta-caption: ಶ್ವೇತಾ [621,892,637,901]
divider [54,360,939,361]
registration-dot [90,1404,98,1412]
shweta-portrait [594,807,663,889]
temples-headline: ಅಭಿವೃದ್ಧಿ ಪ್ರಾಧಿಕಾರ ರಚಿಸುವ ರಾಜ್ಯ ಸರ್ಕಾರದ ನಿರ್ಧಾರಕ್ಕೆ ವಿರೋಧ [418,1120,782,1140]
gallery-collapse-photo [56,756,281,886]
divider [54,694,939,695]
lead-body-col8: ಮಂಡ್ಯ,ಏ.27– ಶೋಷಿತ ಸಮಾಜದ ಸಮಾಜದಲ್ಲಿ ಮುಖ್ಯವಾಹಿನಿಗೆ ಬರಲು ಸಮಾಜ ಸುಧಾರಕರಾದ ಬುದ್ಧ, ಬಸವಣ್ಣ ಹಾಗೂ ಡಾ.ಬಿ.ಆರ್.ಅಂಬೇಡ್ಕರ್ ಅವರ ಸನ್ಮಾರ್ಗವನ್ನು ಅನುಸರಿಸಬೇಕೆಂದು ಲೋಕೋಪಯೋಗಿ ಇಲಾಖೆ ಸಚಿವ ಸತೀಶ್ ಜಾರಕಿಹೊಳಿ ಕರೆ ನೀಡಿದರು. ನಗರದ ಡಾ.ಬಿ.ಆರ್.ಅಂಬೇಡ್ಕರ್ ಭವನದಲ್ಲಿ ಜಿಲ್ಲಾ ಬುದ್ಧಿಸ್ಟ್ ಒಕ್ಕೂಟ ಆಯೋಜಿಸಿದ್ದ ಬೌದ್ಧ ಸಮ್ಮೇಳನದಲ್ಲಿ ಭಾಗವಹಿಸಿ ಅವರು ಮಾತನಾಡಿದರು. ಭಾರತದ ಸಂವಿಧಾನ ಬುದ್ಧನ ತತ್ವಗಳನ್ನು ಆಧರಿಸಿದೆ. ಸಮಾನತೆ, ಸಹೋದರತ್ವ ಮತ್ತು ಸ್ವಾತಂತ್ರ್ಯದ ಮೌಲ್ಯಗಳನ್ನು ಸಮಾಜದಲ್ಲಿ ಬೆಳೆಸಬೇಕು. ಮೌಢ್ಯ ಮತ್ತು ಕಂದಾಚಾರಗಳಿಂದ ಮುಕ್ತವಾಗಿ ವೈಜ್ಞಾನಿಕ ಚಿಂತನೆ ಬೆಳೆಸಿಕೊಳ್ಳಬೇಕು. ಶಿಕ್ಷಣವೇ ಶೋಷಿತರ ಸಬಲೀಕರಣದ ಮೂಲ ಅಸ್ತ್ರ ಎಂದು ಹೇಳಿದರು. ಕಾರ್ಯಕ್ರಮದಲ್ಲಿ ಶಾಸಕರು, ಜನಪ್ರತಿನಿಧಿಗಳು, ಬೌದ್ಧ ಭಿಕ್ಕುಗಳು ಹಾಗೂ ಒಕ್ಕೂಟದ [834,207,936,358]
harsha-tag-1: ಮತ್ತೊಬ್ಬ ಪುತ್ರ ಅದೃಷ್ಟವಶಾತ್ ಪಾರು [420,788,533,799]
temples-sub2: ಶ್ರೀ ಬಿ.ಎಸ್.ಜ್ಞಾನಾನಂದ ಚನ್ನರಾಜೇ ಅರಸ್ ಸ್ವಾಮೀಜಿ ಆಗ್ರಹ [420,1158,615,1169]
page-number: 6 [82,51,97,75]
lead-body-col7: ಮಂಡ್ಯ,ಏ.27– ಶೋಷಿತ ಸಮಾಜದ ಸಮಾಜದಲ್ಲಿ ಮುಖ್ಯವಾಹಿನಿಗೆ ಬರಲು ಸಮಾಜ ಸುಧಾರಕರಾದ ಬುದ್ಧ, ಬಸವಣ್ಣ ಹಾಗೂ ಡಾ.ಬಿ.ಆರ್.ಅಂಬೇಡ್ಕರ್ ಅವರ ಸನ್ಮಾರ್ಗವನ್ನು ಅನುಸರಿಸಬೇಕೆಂದು ಲೋಕೋಪಯೋಗಿ ಇಲಾಖೆ ಸಚಿವ ಸತೀಶ್ ಜಾರಕಿಹೊಳಿ ಕರೆ ನೀಡಿದರು. ನಗರದ ಡಾ.ಬಿ.ಆರ್.ಅಂಬೇಡ್ಕರ್ ಭವನದಲ್ಲಿ ಜಿಲ್ಲಾ ಬುದ್ಧಿಸ್ಟ್ ಒಕ್ಕೂಟ ಆಯೋಜಿಸಿದ್ದ ಬೌದ್ಧ ಸಮ್ಮೇಳನದಲ್ಲಿ ಭಾಗವಹಿಸಿ ಅವರು ಮಾತನಾಡಿದರು. ಭಾರತದ ಸಂವಿಧಾನ ಬುದ್ಧನ ತತ್ವಗಳನ್ನು ಆಧರಿಸಿದೆ. ಸಮಾನತೆ, ಸಹೋದರತ್ವ ಮತ್ತು ಸ್ವಾತಂತ್ರ್ಯದ ಮೌಲ್ಯಗಳನ್ನು ಸಮಾಜದಲ್ಲಿ ಬೆಳೆಸಬೇಕು. ಮೌಢ್ಯ ಮತ್ತು ಕಂದಾಚಾರಗಳಿಂದ ಮುಕ್ತವಾಗಿ ವೈಜ್ಞಾನಿಕ ಚಿಂತನೆ ಬೆಳೆಸಿಕೊಳ್ಳಬೇಕು. ಶಿಕ್ಷಣವೇ ಶೋಷಿತರ ಸಬಲೀಕರಣದ ಮೂಲ ಅಸ್ತ್ರ ಎಂದು ಹೇಳಿದರು. ಕಾರ್ಯಕ್ರಮದಲ್ಲಿ ಶಾಸಕರು, ಜನಪ್ರತಿನಿಧಿಗಳು, ಬೌದ್ಧ ಭಿಕ್ಕುಗಳು [730,207,830,358]
